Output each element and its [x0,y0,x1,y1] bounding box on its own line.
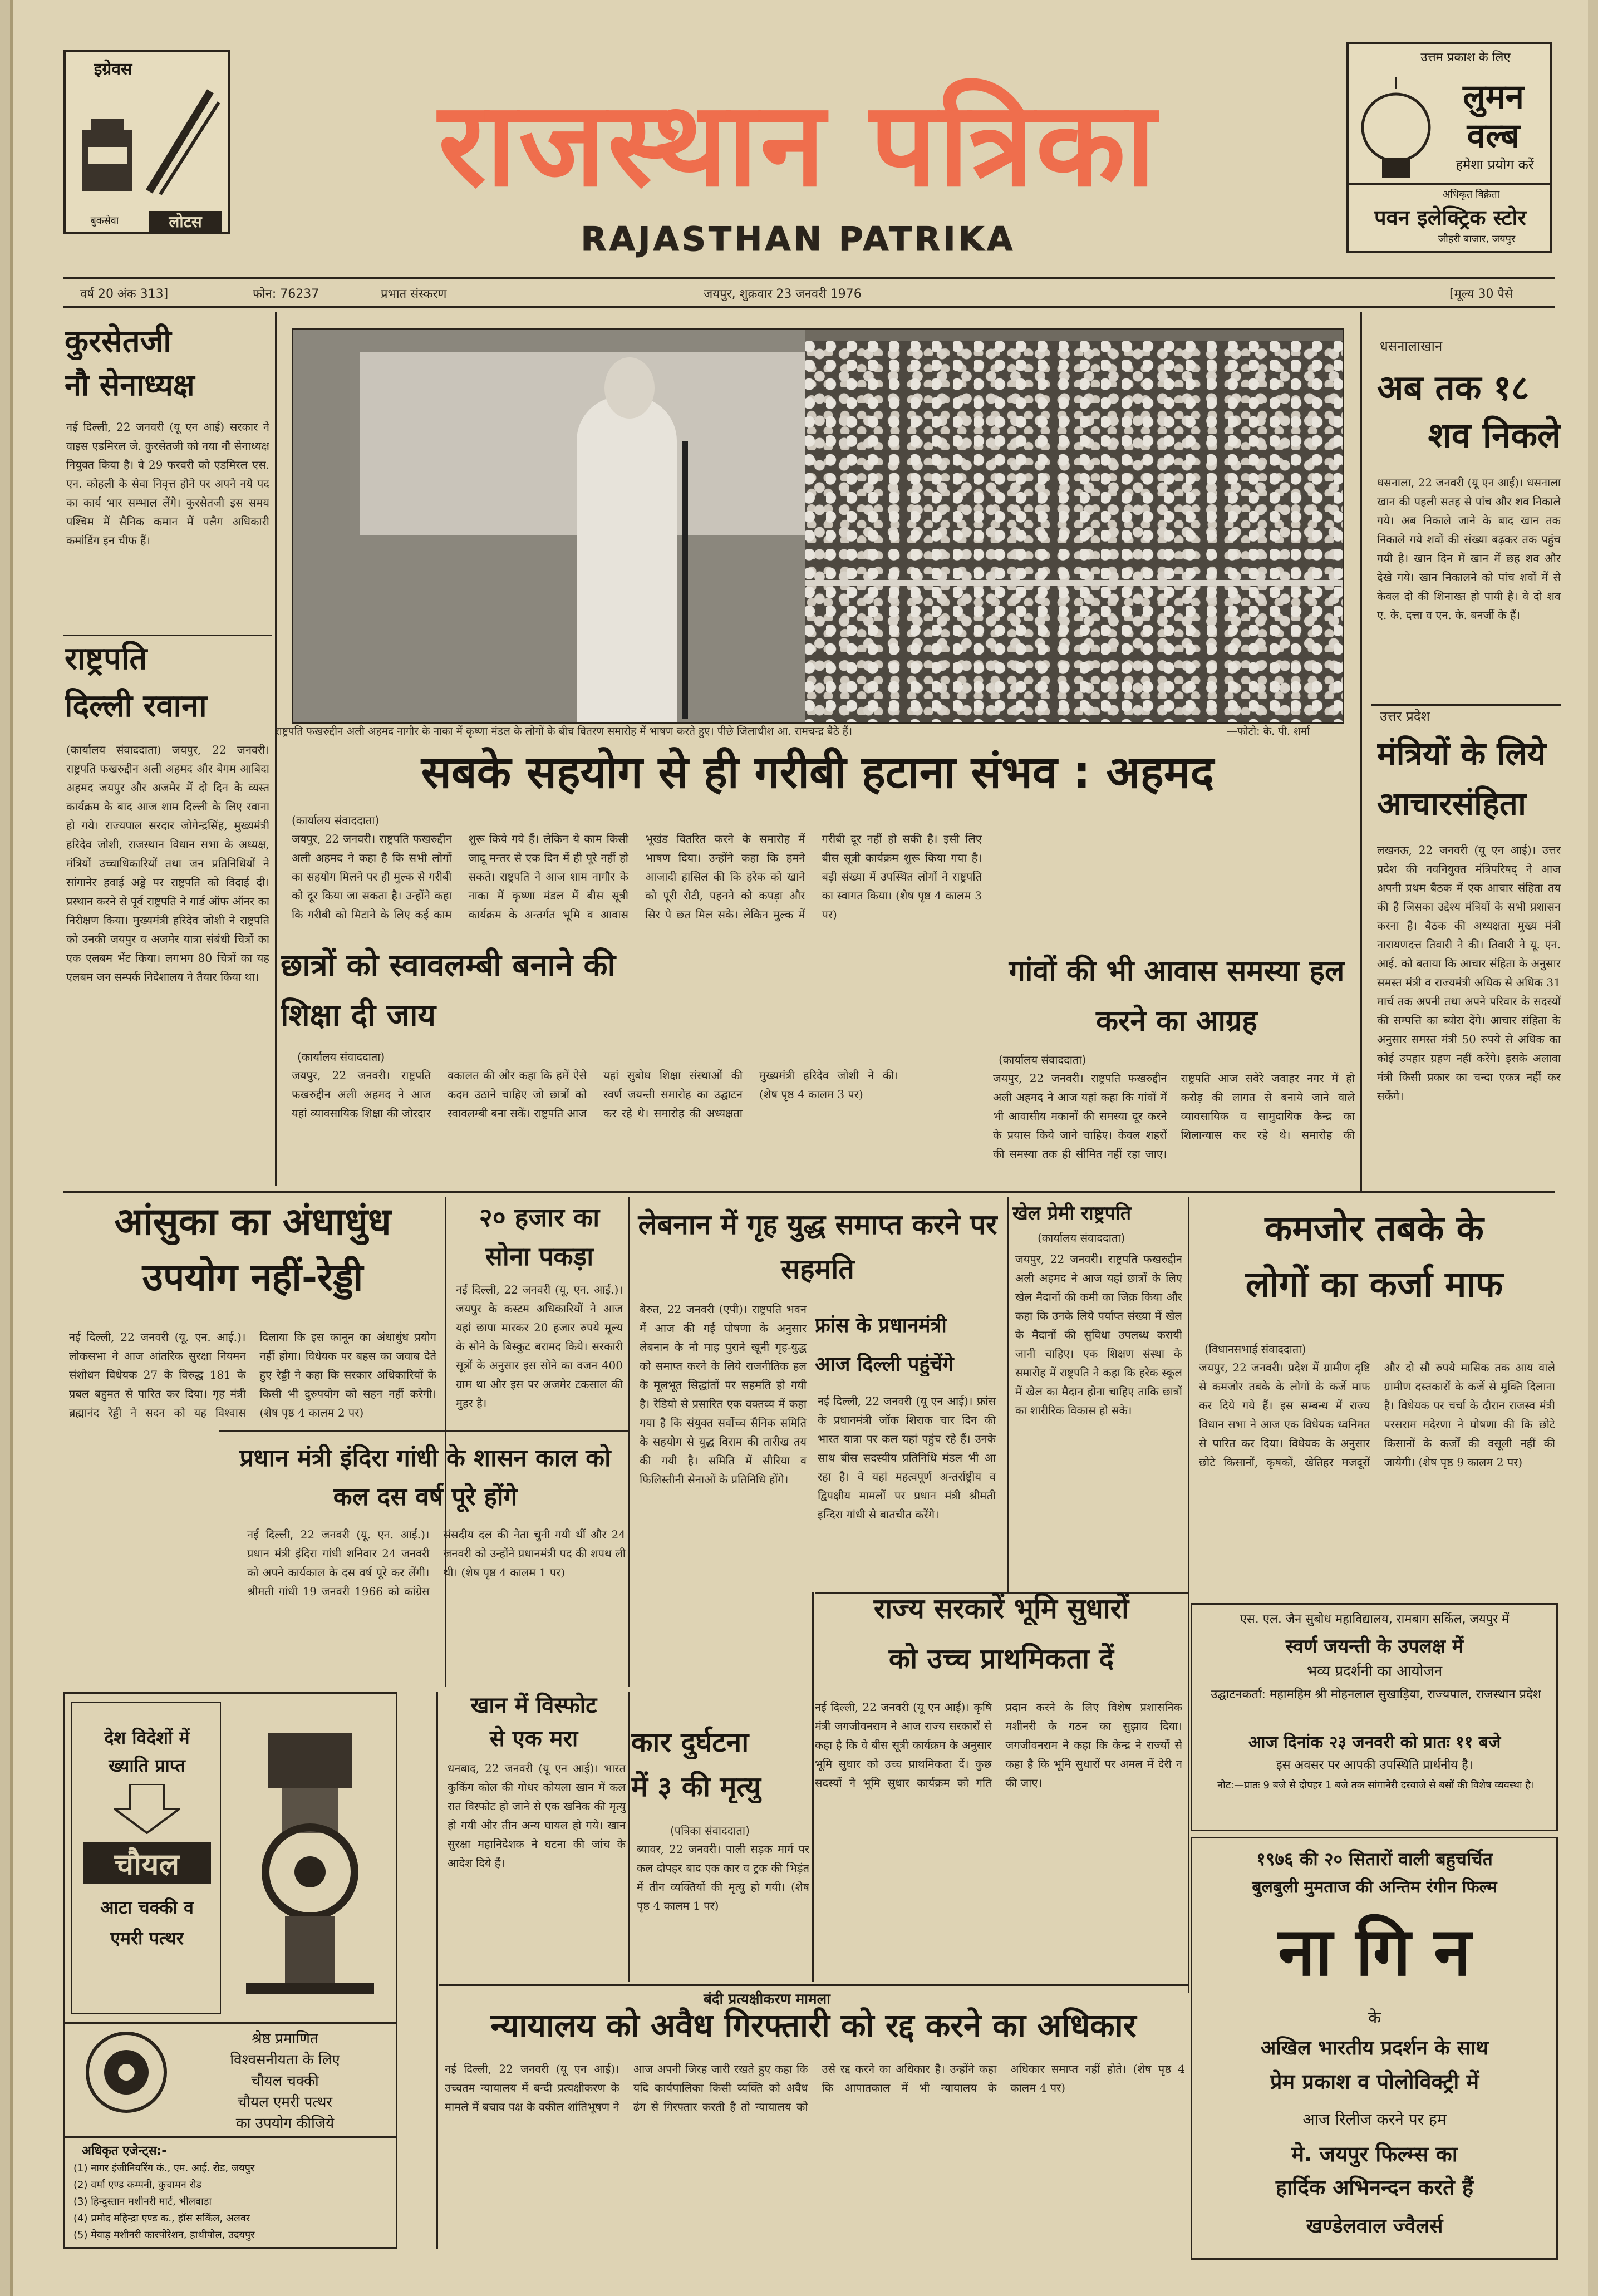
land-text: नई दिल्ली, 22 जनवरी (यू एन आई)। कृषि मंत्री जगजीवनराम ने आज राज्य सरकारों से कहा है कि वे बीस सूत्री कार्यक्रम के अनुसार भूमि सुधार को उच्च प्राथमिकता दें। कुछ सदस्यों ने भूमि सुधार कार्यक्रम को गति प्रदान करने के लिए विशेष प्रशासनिक मशीनरी के गठन का सुझाव दिया। जगजीवनराम ने कहा कि केन्द्र ने राज्यों से कहा है कि भूमि सुधारों पर अमल में देरी न की जाए। [815,1700,1182,1789]
sports-text: जयपुर, 22 जनवरी। राष्ट्रपति फखरुद्दीन अली अहमद ने आज यहां छात्रों के लिए खेल मैदानों की कमी का जिक्र किया और कहा कि उनके लिये पर्याप्त संख्या में खेल के मैदानों की सुविधा उपलब्ध करायी जानी चाहिए। एक शिक्षण संस्था के समारोह में राष्ट्रपति ने कहा कि हरेक स्कूल में खेल का मैदान होना चाहिए ताकि छात्रों का शारीरिक विकास हो सके। [1015,1252,1182,1417]
right-story2-head-line1: मंत्रियों के लिये [1377,735,1546,773]
college-ad-line3: भव्य प्रदर्शनी का आयोजन [1306,1663,1443,1680]
chakki-agent-3: (3) हिन्दुस्तान मशीनरी मार्ट, भीलवाड़ा [73,2196,212,2207]
bulb-icon [1357,77,1435,183]
lebanon-sports-rule [1007,1197,1009,1592]
accident-headline-line1: कार दुर्घटना [631,1726,749,1758]
court-top-rule [439,1984,1188,1986]
accident-byline: (पत्रिका संवाददाता) [670,1824,750,1837]
sports-loans-rule [1188,1197,1189,1592]
right-story-divider [1371,704,1561,706]
main-story-text: जयपुर, 22 जनवरी। राष्ट्रपति फखरुद्दीन अली अहमद ने कहा है कि सभी लोगों का सहयोग मिलने पर ही मुल्क से गरीबी को दूर किया जा सकता है। उन्होंने कहा कि गरीबी को मिटाने के लिए कई काम शुरू किये गये हैं। लेकिन ये काम किसी जादू मन्तर से एक दिन में ही पूरे नहीं हो सकते। राष्ट्रपति ने आज शाम नागौर के नाका में कृष्णा मंडल में बीस सूत्री कार्यक्रम के अन्तर्गत भूमि व आवास भूखंड वितरित करने के समारोह में भाषण दिया। उन्होंने कहा कि हमने आजादी हासिल की कि हरेक को खाने को पूरी रोटी, पहनने को कपड़ा और सिर पे छत मिल सके। लेकिन मुल्क में गरीबी दूर नहीं हो सकी है। इसी लिए बीस सूत्री कार्यक्रम शुरू किया गया है। बड़ी संख्या में उपस्थित लोगों ने राष्ट्रपति का स्वागत किया। (शेष पृष्ठ 4 कालम 3 पर) [292,832,982,921]
film-ad-line9: खण्डेलवाल ज्वैलर्स [1306,2215,1443,2238]
mine-text: धनबाद, 22 जनवरी (यू एन आई)। भारत कुकिंग कोल की गोधर कोयला खान में कल रात विस्फोट हो जाने से एक खनिक की मृत्यु हो गयी और तीन अन्य घायल हो गये। खान सुरक्षा महानिदेशक ने घटना की जांच के आदेश दिये हैं। [448,1762,626,1870]
gold-lebanon-rule [628,1197,630,1687]
students-headline: छात्रों को स्वावलम्बी बनाने की शिक्षा दी जाय [281,947,616,1034]
dateline-city-date: जयपुर, शुक्रवार 23 जनवरी 1976 [704,287,862,301]
chakki-mine-rule [436,1692,438,2249]
left-story1-head-line2: नौ सेनाध्यक्ष [65,367,195,402]
mine-headline-line2: से एक मरा [489,1726,578,1752]
chakki-agent-4: (4) प्रमोद महिन्द्रा एण्ड क., हॉस सर्किल, अलवर [73,2213,250,2224]
left-story1-text: नई दिल्ली, 22 जनवरी (यू एन आई) सरकार ने वाइस एडमिरल जे. कुरसेतजी को नया नौ सेनाध्यक्ष नियुक्त किया है। वे 29 फरवरी को एडमिरल एस. एन. कोहली के सेवा निवृत्त होने पर अपने नये पद का कार्य भार सम्भाल लेंगे। कुरसेतजी इस समय पश्चिम में सैनिक कमान में पलैग अधिकारी कमांडिंग इन चीफ हैं। [66,420,269,547]
housing-headline: गांवों की भी आवास समस्या हल करने का आग्रह [1009,955,1345,1038]
chakki-line2: ख्याति प्राप्त [109,1755,185,1776]
chakki-line4: एमरी पत्थर [110,1928,184,1949]
land-headline-line2: को उच्च प्राथमिकता दें [888,1643,1114,1675]
court-headline: न्यायालय को अवैध गिरफ्तारी को रद्द करने का अधिकार [490,2007,1137,2044]
corner-ad-right-top: उत्तम प्रकाश के लिए [1420,51,1511,65]
film-ad-line5: प्रेम प्रकाश व पोलोविक्ट्री में [1270,2069,1479,2094]
loans-headline-line2: लोगों का कर्जा माफ [1245,1264,1503,1305]
corner-ad-left-line2: लोटस [149,211,222,232]
dateline-price: [मूल्य 30 पैसे [1449,287,1513,301]
chakki-line7: चौयल चक्की [251,2073,319,2089]
right-story2-head-line2: आचारसंहिता [1377,785,1526,823]
sports-headline: खेल प्रेमी राष्ट्रपति [1012,1202,1132,1225]
corner-ad-right-dealer: पवन इलेक्ट्रिक स्टोर [1374,205,1526,230]
main-byline: (कार्यालय संवाददाता) [292,814,380,827]
main-headline: सबके सहयोग से ही गरीबी हटाना संभव : अहमद [421,746,1215,798]
film-ad-line6: आज रिलीज करने पर हम [1302,2110,1447,2128]
corner-ad-right-divider [1349,183,1550,185]
film-ad-line4: अखिल भारतीय प्रदर्शन के साथ [1260,2037,1489,2059]
indira-text: नई दिल्ली, 22 जनवरी (यू. एन. आई.)। प्रधान मंत्री इंदिरा गांधी शनिवार 24 जनवरी को अपने कार्यकाल के दस वर्ष पूरे कर लेंगी। श्रीमती गांधी 19 जनवरी 1966 को कांग्रेस संसदीय दल की नेता चुनी गयी थीं और 24 जनवरी को उन्होंने प्रधानमंत्री पद की शपथ ली थी। (शेष पृष्ठ 4 कालम 1 पर) [247,1528,626,1598]
chakki-agent-1: (1) नागर इंजीनियरिंग कं., एम. आई. रोड, जयपुर [73,2162,255,2174]
corner-ad-right-address: जौहरी बाजार, जयपुर [1438,233,1516,245]
corner-ad-left-line1: बुकसेवा [90,215,119,227]
college-ad [1191,1603,1558,1831]
lebanon-text: बेरुत, 22 जनवरी (एपी)। राष्ट्रपति भवन में आज की गई घोषणा के अनुसार लेबनान के नौ माह पुराने खूनी गृह-युद्ध को समाप्त करने के लिये राजनीतिक हल के मूलभूत सिद्धांतों पर सहमति हो गयी है। रेडियो से प्रसारित एक वक्तव्य में कहा गया है कि संयुक्त सर्वोच्च सैनिक समिति के सहयोग से युद्ध विराम की तारीख तय की गयी है। समिति में सीरिया व फिलिस्तीनी सेनाओं के प्रतिनिधि होंगे। [640,1302,807,1486]
college-ad-line7: नोट:—प्रातः 9 बजे से दोपहर 1 बजे तक सांगानेरी दरवाजे से बसों की विशेष व्यवस्था है। [1217,1779,1535,1791]
left-column-rule [275,312,277,1186]
accident-land-rule [812,1592,814,1982]
left-story1-head-line1: कुरसेतजी [65,323,171,360]
chakki-agent-5: (5) मेवाड़ मशीनरी कारपोरेशन, हाथीपोल, उदयपुर [73,2229,255,2241]
misa-headline-line2: उपयोग नहीं-रेड्डी [142,1256,363,1300]
chakki-ad-top-left [71,1702,221,2014]
housing-text: जयपुर, 22 जनवरी। राष्ट्रपति फखरुद्दीन अली अहमद ने आज यहां कहा कि गांवों में भी आवासीय मकानों की समस्या दूर करने के प्रयास किये जाने चाहिए। केवल शहरों की समस्या तक ही सीमित नहीं रहा जाए। राष्ट्रपति आज सवेरे जवाहर नगर में हो करोड़ की लागत से बनाये जाने वाले व्यावसायिक व सामुदायिक केन्द्र का शिलान्यास कर रहे थे। समारोह की [993,1071,1355,1161]
college-ad-line2: स्वर्ण जयन्ती के उपलक्ष में [1285,1635,1464,1658]
college-ad-line6: इस अवसर पर आपकी उपस्थिति प्रार्थनीय है। [1276,1758,1473,1772]
film-ad-title: ना गि न [1278,1914,1471,1991]
arrow-down-icon [114,1784,180,1834]
left-story2-head-line1: राष्ट्रपति [65,641,147,677]
indira-headline: प्रधान मंत्री इंदिरा गांधी के शासन काल को कल दस वर्ष पूरे होंगे [239,1444,611,1511]
chakki-agents-rule [65,2136,396,2138]
pen-icon [77,80,222,214]
college-ad-line4: उद्घाटनकर्ता: महामहिम श्री मोहनलाल सुखाड़िया, राज्यपाल, राजस्थान प्रदेश [1211,1688,1541,1702]
france-headline-line1: फ्रांस के प्रधानमंत्री [815,1314,947,1337]
mine-headline-line1: खान में विस्फोट [470,1693,597,1718]
left-story2-text: (कार्यालय संवाददाता) जयपुर, 22 जनवरी। राष्ट्रपति फखरुद्दीन अली अहमद और बेगम आबिदा अहमद जयपुर और अजमेर में दो दिन के व्यस्त कार्यक्रम के बाद आज शाम दिल्ली के लिए रवाना हो गये। राज्यपाल सरदार जोगेन्द्रसिंह, मुख्यमंत्री हरिदेव जोशी, राजस्थान विधान सभा के अध्यक्ष, मंत्रियों उच्चाधिकारियों तथा जन प्रतिनिधियों ने सांगानेर हवाई अड्डे पर राष्ट्रपति को विदाई दी। प्रस्थान करने से पूर्व राष्ट्रपति ने गार्ड ऑफ ऑनर का निरीक्षण किया। मुख्यमंत्री हरिदेव जोशी ने राष्ट्रपति को उनकी जयपुर व अजमेर यात्रा संबंधी चित्रों का एक एलबम भेंट किया। लगभग 80 चित्रों का यह एलबम जन सम्पर्क निदेशालय ने तैयार किया था। [66,743,269,984]
corner-ad-left-brand: इग्रेवस [94,60,132,79]
film-ad-line3: के [1368,2008,1381,2028]
chakki-logo-icon [76,2028,176,2117]
masthead-subtitle: RAJASTHAN PATRIKA [581,220,1016,259]
film-ad-line8: हार्दिक अभिनन्दन करते हैं [1275,2175,1474,2200]
right-column-rule [1360,312,1362,1191]
left-story-divider [63,635,272,636]
land-headline-line1: राज्य सरकारें भूमि सुधारों [873,1592,1129,1625]
dateline-phone: फोन: 76237 [253,287,319,301]
right-story1-head-line1: अब तक १८ [1377,367,1530,408]
land-ads-rule [1188,1592,1189,1993]
lead-photo [292,328,1344,724]
right-section2-label: उत्तर प्रदेश [1380,709,1430,724]
indira-top-rule [219,1430,628,1432]
housing-byline: (कार्यालय संवाददाता) [999,1053,1086,1066]
court-text: नई दिल्ली, 22 जनवरी (यू एन आई)। उच्चतम न्यायालय में बन्दी प्रत्यक्षीकरण के मामले में बचाव पक्ष के वकील शांतिभूषण ने आज अपनी जिरह जारी रखते हुए कहा कि यदि कार्यपालिका किसी व्यक्ति को अवैध ढंग से गिरफ्तार करती है तो न्यायालय को उसे रद्द करने का अधिकार है। उन्होंने कहा कि आपातकाल में भी न्यायालय के अधिकार समाप्त नहीं होते। (शेष पृष्ठ 4 कालम 4 पर) [445,2062,1185,2113]
film-ad [1191,1837,1558,2260]
loans-headline-line1: कमजोर तबके के [1265,1208,1484,1250]
misa-text: नई दिल्ली, 22 जनवरी (यू. एन. आई.)। लोकसभा ने आज आंतरिक सुरक्षा नियमन संशोधन विधेयक 27 के विरुद्ध 181 के प्रबल बहुमत से पारित कर दिया। गृह मंत्री ब्रह्मानंद रेड्डी ने सदन को यह विश्वास दिलाया कि इस कानून का अंधाधुंध प्रयोग नहीं होगा। विधेयक पर बहस का जवाब देते हुए रेड्डी ने कहा कि सरकार अधिकारियों के किसी भी दुरुपयोग को सहन नहीं करेगी। (शेष पृष्ठ 4 कालम 2 पर) [69,1330,436,1419]
corner-ad-left [63,50,230,234]
film-ad-line2: बुलबुली मुमताज की अन्तिम रंगीन फिल्म [1252,1877,1497,1897]
corner-ad-right-brand: लुमन वल्ब [1463,77,1524,155]
chakki-line3: आटा चक्की व [100,1897,194,1918]
film-ad-line1: १९७६ की २० सितारों वाली बहुचर्चित [1256,1848,1493,1870]
accident-headline-line2: में ३ की मृत्यु [631,1771,761,1803]
dateline-top-rule [63,277,1555,279]
students-text: जयपुर, 22 जनवरी। राष्ट्रपति फखरुद्दीन अली अहमद ने आज यहां व्यावसायिक शिक्षा की जोरदार वकालत की और कहा कि हमें ऐसे कदम उठाने चाहिए जो छात्रों को स्वावलम्बी बना सकें। राष्ट्रपति आज यहां सुबोध शिक्षा संस्थाओं की स्वर्ण जयन्ती समारोह का उद्घाटन कर रहे थे। समारोह की अध्यक्षता मुख्यमंत्री हरिदेव जोशी ने की। (शेष पृष्ठ 4 कालम 3 पर) [292,1069,898,1120]
right-story1-text: धसनाला, 22 जनवरी (यू एन आई)। धसनाला खान की पहली सतह से पांच और शव निकाले गये। अब निकाले जाने के बाद खान तक निकाले गये शवों की संख्या बढ़कर तक पहुंच गयी है। खान दिन में खान में छह शव और देखे गये। खान निकालने को पांच शवों में से केवल दो की शिनाख्त हो पायी है। वे दो शव ए. के. दत्ता व एन. के. बनर्जी के हैं। [1377,476,1561,622]
corner-ad-right-dealer-label: अधिकृत विक्रेता [1442,189,1500,200]
photo-caption: राष्ट्रपति फखरुद्दीन अली अहमद नागौर के नाका में कृष्णा मंडल के लोगों के बीच वितरण समारोह में भाषण करते हुए। पीछे जिलाधीश आ. रामचन्द्र बैठे हैं। [275,725,853,738]
gold-text: नई दिल्ली, 22 जनवरी (यू. एन. आई.)। जयपुर के कस्टम अधिकारियों ने आज यहां छापा मारकर 20 हजार रुपये मूल्य के सोने के बिस्कुट बरामद किये। सरकारी सूत्रों के अनुसार इस सोने का वजन 400 ग्राम था और इस पर अजमेर टकसाल की मुहर है। [456,1283,623,1410]
corner-ad-right [1346,42,1552,253]
mine-accident-rule [628,1692,630,1982]
flour-mill-icon [229,1722,391,2000]
college-ad-line1: एस. एल. जैन सुबोध महाविद्यालय, रामबाग सर्किल, जयपुर में [1240,1612,1510,1626]
loans-byline: (विधानसभाई संवाददाता) [1204,1343,1306,1356]
right-section-label: धसनालाखान [1380,338,1443,354]
chakki-line5: श्रेष्ठ प्रमाणित [252,2030,318,2047]
chakki-brand: चौयल [83,1842,211,1884]
chakki-line9: का उपयोग कीजिये [235,2115,335,2132]
misa-headline-line1: आंसुका का अंधाधुंध [114,1200,391,1244]
loans-text: जयपुर, 22 जनवरी। प्रदेश में ग्रामीण दृष्टि से कमजोर तबके के लोगों के कर्जे माफ कर दिये गये हैं। इस सम्बन्ध में राज्य विधान सभा ने आज एक विधेयक ध्वनिमत से पारित कर दिया। विधेयक के अनुसार छोटे किसानों, कृषकों, खेतिहर मजदूरों और दो सौ रुपये मासिक तक आय वाले ग्रामीण दस्तकारों के कर्जे से मुक्ति दिलाना है। विधेयक पर चर्चा के दौरान राजस्व मंत्री परसराम मदेरणा ने घोषणा की कि छोटे किसानों के कर्जों की वसूली नहीं की जायेगी। (शेष पृष्ठ 9 कालम 2 पर) [1199,1361,1555,1469]
chakki-mid-rule [65,2022,396,2024]
newspaper-page [10,0,1588,2296]
chakki-agent-2: (2) वर्मा एण्ड कम्पनी, कुचामन रोड [73,2179,202,2191]
right-story1-head-line2: शव निकले [1428,415,1561,455]
dateline-bottom-rule [63,306,1555,308]
corner-ad-right-tagline: हमेशा प्रयोग करें [1456,157,1534,173]
left-story2-head-line2: दिल्ली रवाना [65,688,207,724]
court-kicker: बंदी प्रत्यक्षीकरण मामला [704,1991,830,2008]
dateline-edition: प्रभात संस्करण [381,287,447,301]
dateline-volume: वर्ष 20 अंक 313] [80,287,169,301]
students-byline: (कार्यालय संवाददाता) [297,1050,385,1064]
gold-headline-line1: २० हजार का [479,1202,600,1232]
chakki-ad [63,1692,397,2249]
chakki-line1: देश विदेशों में [104,1727,190,1748]
sports-byline: (कार्यालय संवाददाता) [1038,1231,1125,1245]
photo-credit: —फोटो: के. पी. शर्मा [1227,725,1310,738]
chakki-line6: विश्वसनीयता के लिए [230,2052,340,2068]
film-ad-line7: मे. जयपुर फिल्म्स का [1291,2142,1458,2166]
chakki-agents-title: अधिकृत एजेन्ट्स:- [82,2144,167,2158]
france-text: नई दिल्ली, 22 जनवरी (यू एन आई)। फ्रांस के प्रधानमंत्री जॉक शिराक चार दिन की भारत यात्रा पर कल यहां पहुंच रहे हैं। उनके साथ बीस सदस्यीय प्रतिनिधि मंडल भी आ रहा है। वे यहां महत्वपूर्ण अन्तर्राष्ट्रीय व द्विपक्षीय मामलों पर प्रधान मंत्री श्रीमती इन्दिरा गांधी से बातचीत करेंगे। [818,1394,996,1521]
accident-text: ब्यावर, 22 जनवरी। पाली सड़क मार्ग पर कल दोपहर बाद एक कार व ट्रक की भिड़ंत में तीन व्यक्तियों की मृत्यु हो गयी। (शेष पृष्ठ 4 कालम 1 पर) [637,1842,809,1912]
fold-rule [63,1191,1555,1193]
lebanon-headline: लेबनान में गृह युद्ध समाप्त करने पर सहमति [638,1208,997,1285]
gold-headline-line2: सोना पकड़ा [485,1241,594,1271]
france-headline-line2: आज दिल्ली पहुंचेंगे [815,1353,954,1376]
college-ad-line5: आज दिनांक २३ जनवरी को प्रातः ११ बजे [1248,1733,1501,1752]
right-story2-text: लखनऊ, 22 जनवरी (यू एन आई)। उत्तर प्रदेश की नवनियुक्त मंत्रिपरिषद् ने आज अपनी प्रथम बैठक में एक आचार संहिता तय की है जिसका उद्देश्य मंत्रियों के सभी प्रशासन करना है। बैठक की अध्यक्षता मुख्य मंत्री नारायणदत्त तिवारी ने की। तिवारी ने यू. एन. आई. को बताया कि आचार संहिता के अनुसार समस्त मंत्री व राज्यमंत्री अधिक से अधिक 31 मार्च तक अपनी तथा अपने परिवार के सदस्यों की सम्पत्ति का ब्योरा देंगे। आचार संहिता के अनुसार समस्त मंत्री 50 रुपये से अधिक का कोई उपहार ग्रहण नहीं करेंगे। इसके अलावा मंत्री किसी प्रकार का चन्दा एकत्र नहीं कर सकेंगे। [1377,843,1561,1103]
chakki-line8: चौयल एमरी पत्थर [237,2094,333,2111]
masthead-title: राजस्थान पत्रिका [438,76,1158,213]
